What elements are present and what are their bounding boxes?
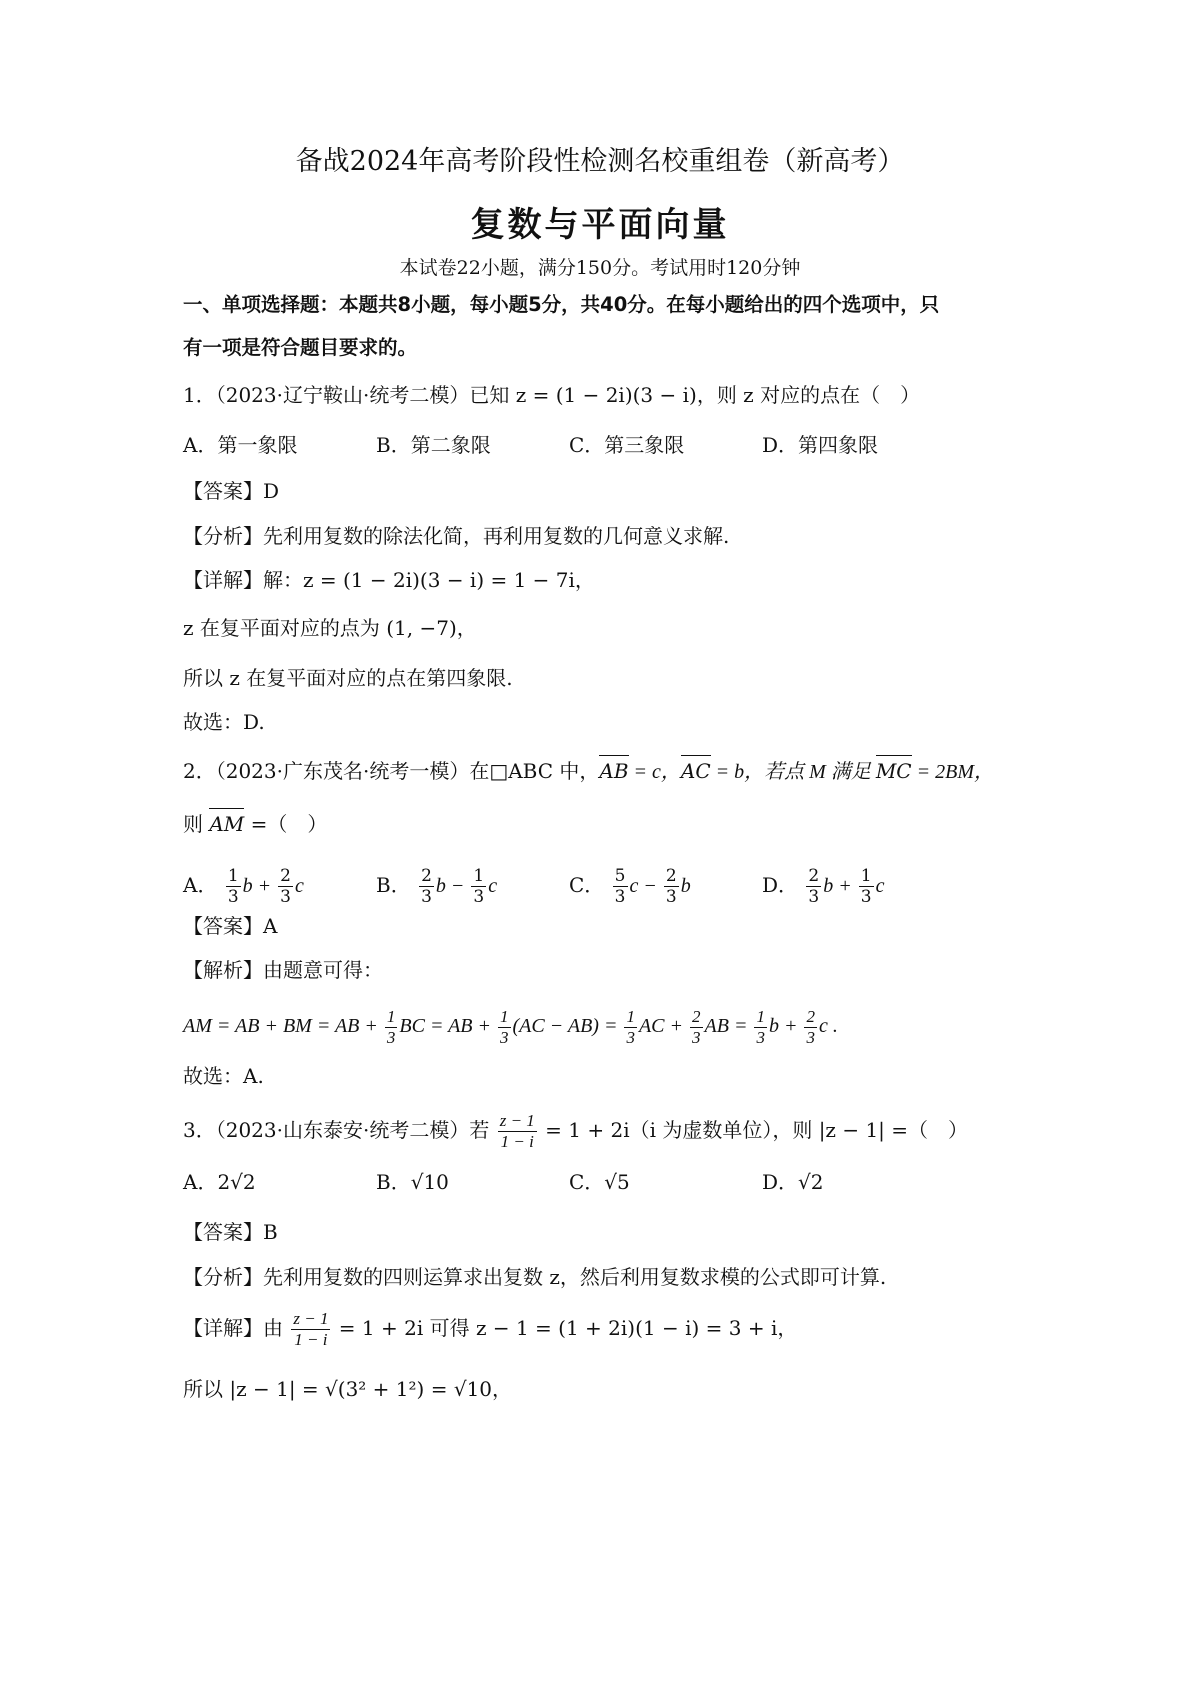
- q1-options: [183, 431, 983, 459]
- numerator: 1: [756, 1006, 765, 1026]
- denominator: 1 − i: [294, 1330, 328, 1349]
- numerator: 2: [421, 866, 432, 886]
- q2-eq-c: = c，: [628, 761, 681, 783]
- q2-line2-prefix: 则: [183, 812, 210, 836]
- q3-stem-prefix: 3．（2023·山东泰安·统考二模）若: [183, 1118, 496, 1142]
- term: c: [488, 875, 498, 897]
- vector-ab: AB: [599, 759, 629, 783]
- derivation-part: BC = AB +: [399, 1015, 497, 1037]
- fraction: [624, 1007, 637, 1048]
- denominator: 3: [386, 1027, 396, 1047]
- term: c −: [629, 875, 662, 897]
- q1-analysis: 【分析】先利用复数的除法化简，再利用复数的几何意义求解.: [183, 524, 730, 548]
- numerator: z − 1: [499, 1111, 535, 1130]
- fraction: [419, 866, 434, 907]
- q3-option-b: B．√10: [376, 1170, 449, 1194]
- denominator: 3: [500, 1027, 509, 1047]
- section-heading-line2: 有一项是符合题目要求的。: [183, 336, 418, 359]
- numerator: 2: [665, 866, 677, 886]
- denominator: 3: [806, 1027, 815, 1047]
- q2-option-a-label: A．: [183, 873, 218, 897]
- numerator: 1: [386, 1006, 396, 1026]
- fraction: [613, 866, 628, 907]
- denominator: 3: [808, 887, 820, 907]
- fraction: [498, 1007, 511, 1048]
- top-title: 备战2024年高考阶段性检测名校重组卷（新高考）: [295, 146, 905, 177]
- fraction: [664, 866, 679, 907]
- q1-option-d: D．第四象限: [762, 433, 879, 457]
- q2-analysis: 【解析】由题意可得：: [183, 958, 383, 982]
- denominator: 3: [280, 887, 291, 907]
- term: b −: [435, 875, 470, 897]
- term: c: [294, 875, 304, 897]
- denominator: 3: [227, 887, 239, 907]
- term: b: [680, 875, 691, 897]
- q2-derivation: [183, 1004, 838, 1048]
- vector-mc: MC: [875, 759, 912, 783]
- numerator: 1: [500, 1006, 509, 1026]
- denominator: 3: [473, 887, 485, 907]
- fraction: [804, 1007, 817, 1048]
- q3-option-a: A．2√2: [183, 1170, 256, 1194]
- q3-option-d: D．√2: [762, 1170, 824, 1194]
- fraction: [754, 1007, 767, 1048]
- fraction: [385, 1007, 398, 1048]
- q2-option-b-label: B．: [376, 873, 411, 897]
- q3-analysis: 【分析】先利用复数的四则运算求出复数 z，然后利用复数求模的公式即可计算.: [183, 1265, 887, 1289]
- fraction: [471, 866, 486, 907]
- q3-stem-suffix: = 1 + 2i（i 为虚数单位），则 |z − 1| =（ ）: [538, 1118, 969, 1142]
- q1-step1: z 在复平面对应的点为 (1, −7)，: [183, 616, 477, 640]
- denominator: 3: [614, 887, 626, 907]
- q3-detail: [183, 1306, 797, 1350]
- q2-option-b: [376, 866, 497, 907]
- q2-option-c: [569, 866, 691, 907]
- term: c: [875, 875, 885, 897]
- q2-eq-bm: = 2BM，: [911, 761, 994, 783]
- denominator: 3: [421, 887, 432, 907]
- q1-choose: 故选：D.: [183, 710, 265, 734]
- q2-option-c-label: C．: [569, 873, 605, 897]
- q2-option-d-label: D．: [762, 873, 799, 897]
- q2-options: [183, 856, 983, 907]
- numerator: 1: [626, 1006, 635, 1026]
- numerator: 2: [806, 1006, 815, 1026]
- q2-option-a: [183, 866, 304, 907]
- numerator: 1: [227, 866, 239, 886]
- q2-eq-b: = b，若点 M 满足: [710, 761, 876, 783]
- main-title: 复数与平面向量: [470, 205, 730, 245]
- term: b +: [823, 875, 857, 897]
- term: b +: [242, 875, 277, 897]
- vector-ac: AC: [680, 759, 711, 783]
- q1-option-c: C．第三象限: [569, 433, 685, 457]
- numerator: 5: [614, 866, 626, 886]
- vector-am: AM: [209, 812, 245, 836]
- section-heading-line1: 一、单项选择题：本题共8小题，每小题5分，共40分。在每小题给出的四个选项中，只: [183, 293, 940, 316]
- derivation-part: AB =: [704, 1015, 753, 1037]
- denominator: 3: [756, 1027, 765, 1047]
- fraction: [278, 866, 293, 907]
- fraction: [806, 866, 821, 907]
- derivation-part: c .: [818, 1015, 838, 1037]
- fraction: [291, 1309, 330, 1350]
- numerator: 2: [692, 1006, 701, 1026]
- q1-option-a: A．第一象限: [183, 433, 298, 457]
- q3-option-c: C．√5: [569, 1170, 630, 1194]
- numerator: z − 1: [293, 1309, 329, 1328]
- denominator: 3: [665, 887, 677, 907]
- denominator: 1 − i: [500, 1132, 534, 1151]
- subtitle: 本试卷22小题，满分150分。考试用时120分钟: [399, 257, 801, 279]
- q3-answer: 【答案】B: [183, 1220, 278, 1244]
- q3-final: 所以 |z − 1| = √(3² + 1²) = √10，: [183, 1377, 513, 1401]
- q1-answer: 【答案】D: [183, 479, 280, 503]
- fraction: [226, 866, 241, 907]
- q3-stem: [183, 1108, 968, 1152]
- denominator: 3: [692, 1027, 701, 1047]
- q2-choose: 故选：A.: [183, 1064, 264, 1088]
- q2-line2-suffix: =（ ）: [244, 812, 328, 836]
- q1-step2: 所以 z 在复平面对应的点在第四象限.: [183, 666, 513, 690]
- numerator: 1: [860, 866, 872, 886]
- q3-detail-suffix: = 1 + 2i 可得 z − 1 = (1 + 2i)(1 − i) = 3 + i，: [332, 1316, 798, 1340]
- q1-stem: 1．（2023·辽宁鞍山·统考二模）已知 z = (1 − 2i)(3 − i)，则 z 对应的点在（ ）: [183, 383, 921, 407]
- numerator: 1: [473, 866, 485, 886]
- numerator: 2: [280, 866, 291, 886]
- q2-option-d: [762, 866, 884, 907]
- q1-option-b: B．第二象限: [376, 433, 491, 457]
- q3-options: [183, 1168, 983, 1196]
- q2-stem-line2: [183, 810, 327, 838]
- q1-detail: 【详解】解：z = (1 − 2i)(3 − i) = 1 − 7i，: [183, 568, 595, 592]
- q2-stem: [183, 757, 994, 786]
- q3-detail-prefix: 【详解】由: [183, 1316, 290, 1340]
- numerator: 2: [808, 866, 820, 886]
- derivation-part: AC +: [638, 1015, 689, 1037]
- q2-stem-prefix: 2．（2023·广东茂名·统考一模）在□ABC 中，: [183, 759, 600, 783]
- derivation-part: (AC − AB) =: [512, 1015, 623, 1037]
- q2-answer: 【答案】A: [183, 914, 278, 938]
- derivation-part: AM = AB + BM = AB +: [183, 1015, 383, 1037]
- fraction: [690, 1007, 703, 1048]
- denominator: 3: [860, 887, 872, 907]
- fraction: [859, 866, 874, 907]
- denominator: 3: [626, 1027, 635, 1047]
- fraction: [498, 1111, 537, 1152]
- derivation-part: b +: [768, 1015, 803, 1037]
